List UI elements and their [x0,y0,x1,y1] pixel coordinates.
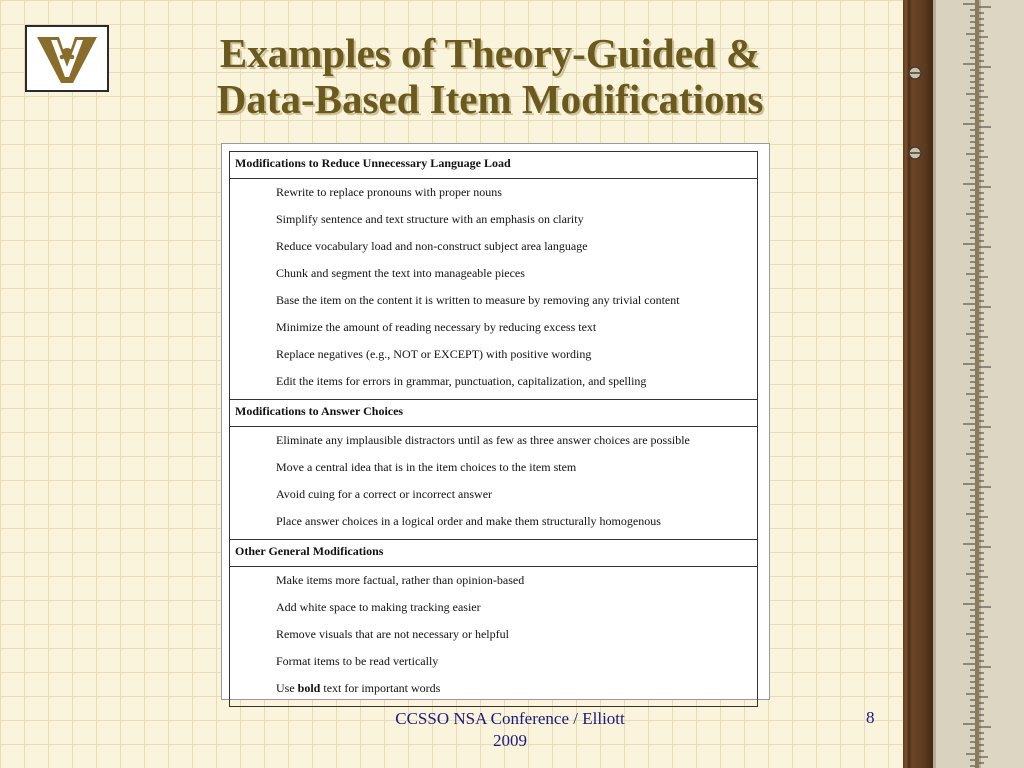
footer-line-1: CCSSO NSA Conference / Elliott [395,709,625,728]
modifications-table [229,151,758,707]
footer-line-2: 2009 [493,731,527,750]
list-item: Format items to be read vertically [276,654,439,668]
section-heading-general: Other General Modifications [230,540,757,567]
list-item: Move a central idea that is in the item choices to the item stem [276,460,577,474]
list-item [230,677,757,704]
list-item: Reduce vocabulary load and non-construct subject area language [276,239,588,253]
list-item: Add white space to making tracking easier [276,600,481,614]
logo [25,25,109,92]
section-heading-answer-choices: Modifications to Answer Choices [230,400,757,427]
title-line-2: Data-Based Item Modifications [216,76,764,122]
list-item: Replace negatives (e.g., NOT or EXCEPT) with positive wording [276,347,592,361]
list-item: Place answer choices in a logical order and make them structurally homogenous [276,514,661,528]
list-item: Avoid cuing for a correct or incorrect answer [276,487,493,501]
section-body-answer-choices [230,427,757,540]
footer-citation [360,708,660,752]
vanderbilt-oak-v-logo-icon [31,31,103,86]
ruler-icon [903,0,1024,768]
title-line-1: Examples of Theory-Guided & [219,30,761,76]
page-number: 8 [866,708,875,727]
section-body-general [230,567,757,707]
section-heading-language-load: Modifications to Reduce Unnecessary Language Load [230,152,757,179]
list-item-text-before: Use [276,681,298,695]
section-body-language-load [230,179,757,400]
list-item: Rewrite to replace pronouns with proper nouns [276,185,502,199]
list-item-text-after: text for important words [320,681,441,695]
list-item: Minimize the amount of reading necessary by reducing excess text [276,320,597,334]
list-item: Remove visuals that are not necessary or helpful [276,627,509,641]
decorative-ruler-border [903,0,1024,768]
slide-title [120,30,860,122]
list-item: Eliminate any implausible distractors until as few as three answer choices are possible [276,433,690,447]
list-item: Make items more factual, rather than opinion-based [276,573,525,587]
list-item-bold-text: bold [297,681,321,695]
list-item: Chunk and segment the text into manageable pieces [276,266,525,280]
modifications-table-image [221,143,770,700]
list-item: Simplify sentence and text structure with an emphasis on clarity [276,212,584,226]
list-item: Edit the items for errors in grammar, punctuation, capitalization, and spelling [276,374,647,388]
list-item: Base the item on the content it is written to measure by removing any trivial content [276,293,680,307]
